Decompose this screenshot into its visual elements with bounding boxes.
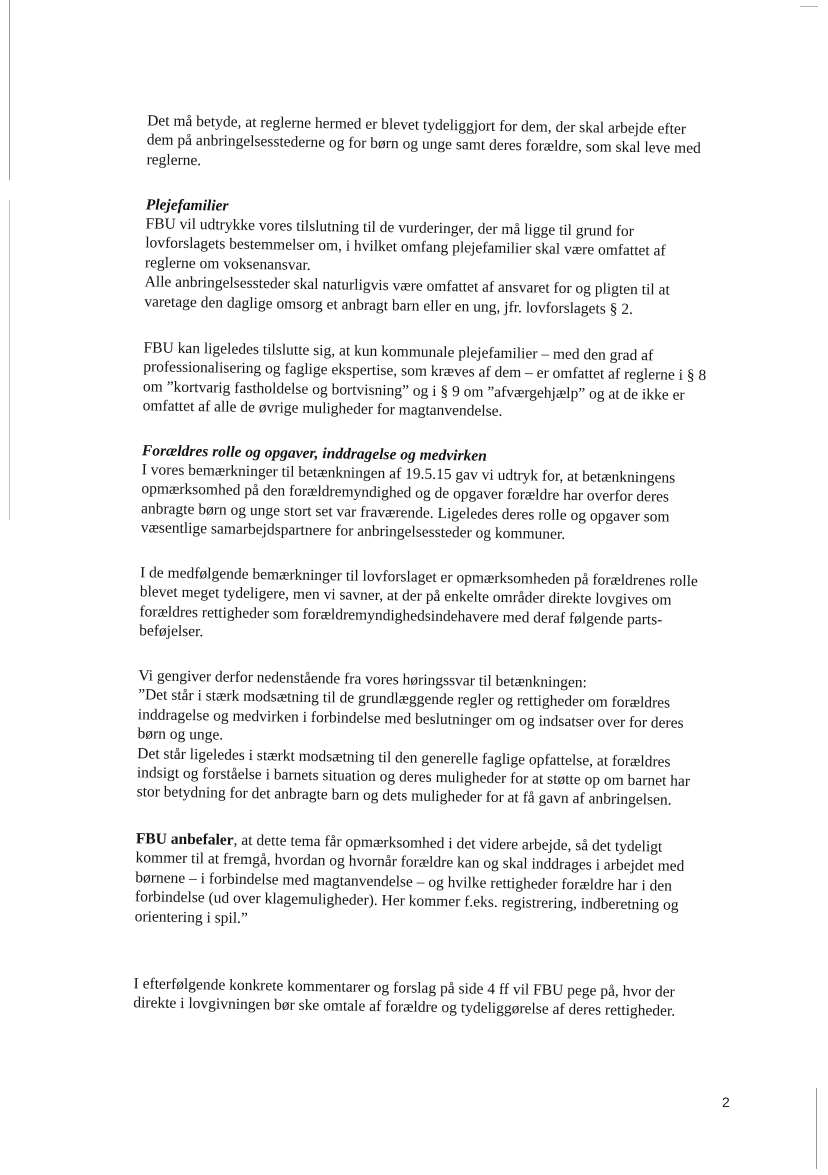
fbu-anbefaler-text: , at dette tema får opmærksomhed i det videre arbejde, så det tydeligt kommer til at fremgå, hvordan og hvornår forældre kan og skal inddrages i arbejdet med børnene – i forbindelse med magtanvendelse – og hvilke rettigheder forældre har i den forbindelse (ud over klagemuligheder). Her kommer f.eks. registrering, indberetning og orientering i spil.” <box>134 831 685 927</box>
page-number: 2 <box>722 1094 730 1110</box>
paragraph-plejefamilier: FBU vil udtrykke vores tilslutning til de vurderinger, der må ligge til grund for lovforslagets bestemmelser om, i hvilket omfang plejefamilier skal være omfattet af reglerne om voksenansvar. Alle anbringelsessteder skal naturligvis være omfattet af ansvaret for og pligten til at varetage den daglige omsorg et anbragt barn eller en ung, jfr. lovforslagets § 2. <box>144 215 670 318</box>
paragraph-fbu-anbefaler <box>135 829 721 935</box>
heading-plejefamilier: Plejefamilier <box>145 196 229 215</box>
fbu-anbefaler-bold: FBU anbefaler <box>135 830 234 849</box>
paragraph-efterfoelgende: I efterfølgende konkrete kommentarer og forslag på side 4 ff vil FBU pege på, hvor der direkte i lovgivningen bør ske omtale af forældre og tydeliggørelse af deres rettigheder. <box>133 975 676 1021</box>
paragraph-bemaerkninger: I vores bemærkninger til betænkningen af 19.5.15 gav vi udtryk for, at betænkningens opmærksomhed på den forældremyndighed og de opgaver forældre har overfor deres anbragte børn og unge stort set var fraværende. Ligeledes deres rolle og opgaver som væsentlige samarbejdspartnere for anbringelsessteder og kommuner. <box>140 461 676 544</box>
paragraph-intro: Det må betyde, at reglerne hermed er blevet tydeliggjort for dem, der skal arbejde efter dem på anbringelsesstederne og for børn og unge samt deres forældre, som skal leve med reglerne. <box>146 112 701 170</box>
heading-foraeldres-rolle: Forældres rolle og opgaver, inddragelse og medvirken <box>141 442 487 465</box>
paragraph-hoeringssvar: Vi gengiver derfor nedenstående fra vores høringssvar til betænkningen: ”Det står i stærk modsætning til de grundlæggende regler og rettigheder om forældres inddragelse og medvirken i forbindelse med beslutninger om og indsatser over for deres børn og unge. Det står ligeledes i stærkt modsætning til den generelle faglige opfattelse, at forældres indsigt og forståelse i barnets situation og deres muligheder for at støtte op om barnet har stor betydning for det anbragte barn og dets muligheder for at få gavn af anbringelsen. <box>136 667 691 810</box>
paragraph-kommunale-plejefamilier: FBU kan ligeledes tilslutte sig, at kun kommunale plejefamilier – med den grad af professionalisering og faglige ekspertise, som kræves af dem – er omfattet af reglerne i § 8 om ”kortvarig fastholdelse og bortvisning” og i § 9 om ”afværgehjælp” og at de ikke er omfattet af alle de øvrige muligheder for magtanvendelse. <box>142 339 707 421</box>
paragraph-medfoelgende: I de medfølgende bemærkninger til lovforslaget er opmærksomheden på forældrenes rolle blevet meget tydeligere, men vi savner, at der på enkelte områder direkte lovgives om forældres rettigheder som forældremyndighedsindehavere med deraf følgende parts- beføjelser. <box>139 564 698 641</box>
